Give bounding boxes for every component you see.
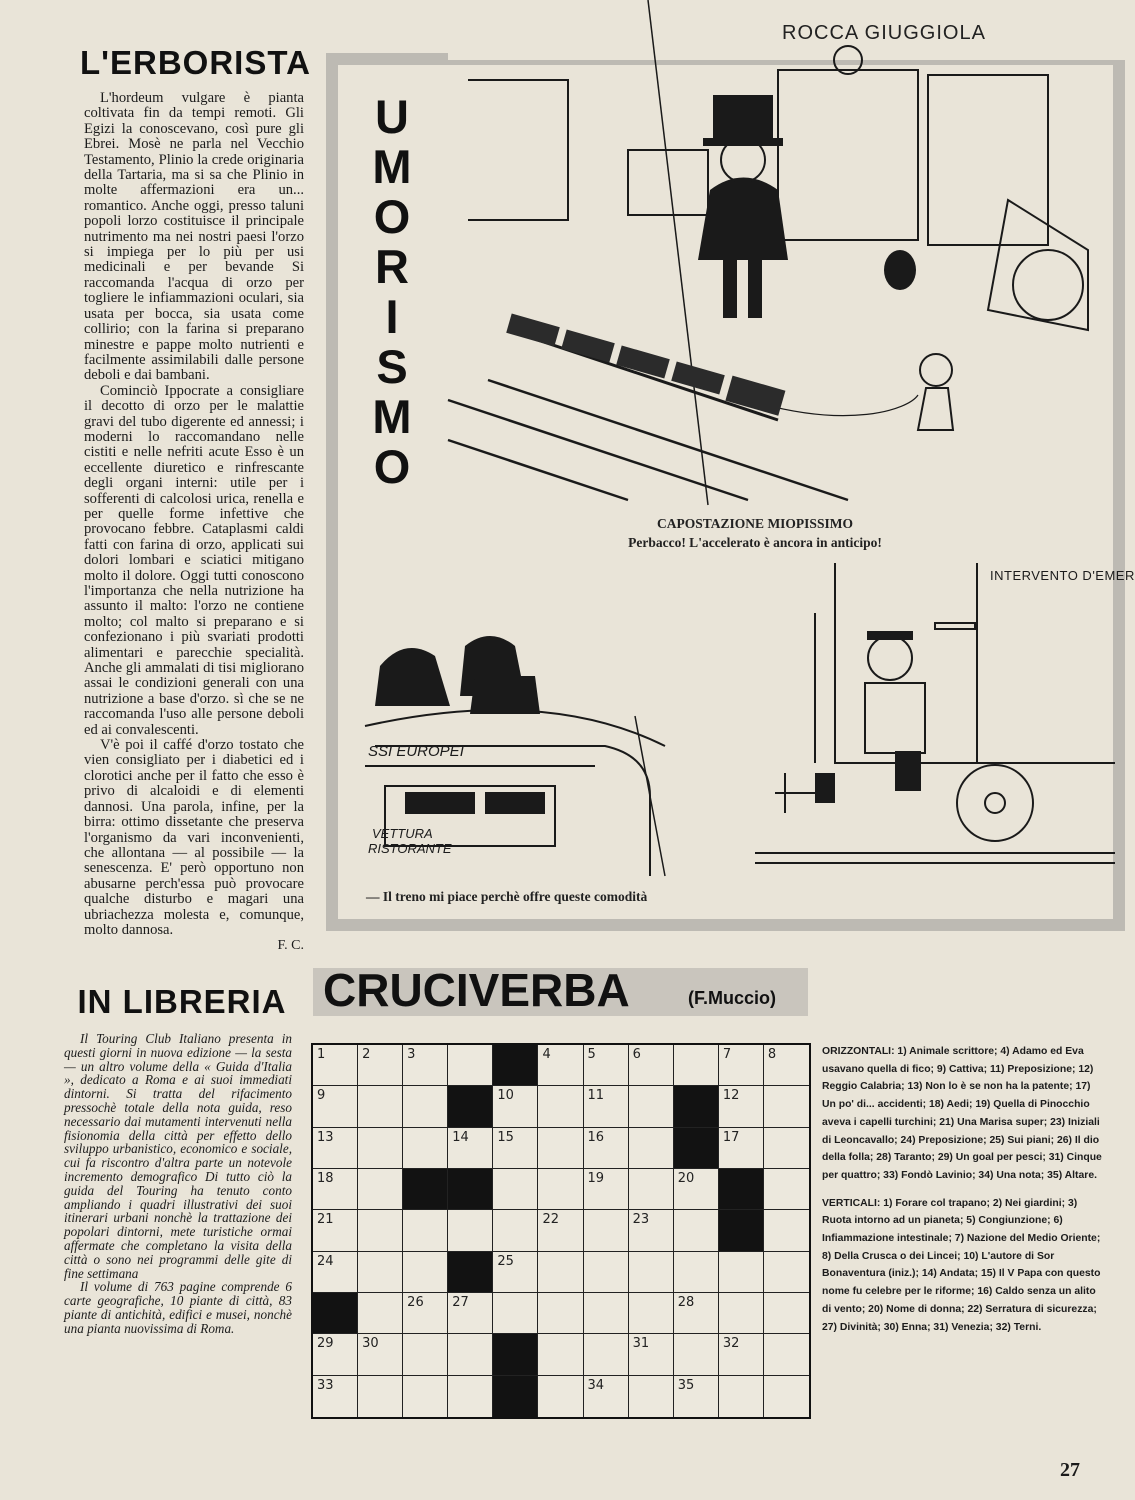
crossword-cell-number: 5 xyxy=(587,1047,596,1062)
crossword-cell[interactable] xyxy=(448,1293,493,1334)
crossword-cell[interactable] xyxy=(764,1128,809,1169)
orizzontali-clues xyxy=(822,1043,1104,1185)
crossword-cell-number: 17 xyxy=(722,1129,740,1145)
crossword-cell[interactable] xyxy=(584,1252,629,1293)
page-number: 27 xyxy=(1060,1459,1080,1481)
crossword-cell[interactable] xyxy=(403,1128,448,1169)
crossword-cell[interactable] xyxy=(358,1376,403,1417)
verticali-text: 1) Forare col trapano; 2) Nei giardini; 3) Ruota intorno ad un pianeta; 5) Congiunzione; 6) Infiammazione intestinale; 7) Nazione del Medio Oriente; 8) Della Crusca o dei Lincei; 10) L'autore di Sor Bonaventura (iniz.); 14) Andata; 15) Il V Papa con questo nome fu celebre per le riforme; 16) Caldo senza un alito di vento; 20) Nome di donna; 22) Serratura di sicurezza; 27) Divinità; 30) Enna; 31) Venezia; 32) Terni. xyxy=(822,1197,1101,1333)
crossword-cell[interactable] xyxy=(629,1210,674,1251)
erborista-paragraph-1: L'hordeum vulgare è pianta coltivata fin da tempi remoti. Gli Egizi la conoscevano, così pure gli Ebrei. Mosè ne parla nel Vecchio Testamento, Plinio la crede originaria della Tartaria, ma si sa che Plinio in molte affermazioni era un... romantico. Anche oggi, presso taluni popoli lorzo costituisce il principale nutrimento ma nei nostri paesi l'orzo si impiega per lo più per usi medicinali e per bevande Si raccomanda l'acqua di orzo per togliere le infiammazioni oculari, sia usata per bocca, sia usata come collirio; con la farina si preparano minestre e pappe molto nutrienti e facilmente assimilabili dalle persone deboli e dai bambani. xyxy=(84,90,304,384)
crossword-cell[interactable] xyxy=(764,1376,809,1417)
crossword-cell[interactable] xyxy=(493,1210,538,1251)
umorismo-letter: S xyxy=(376,340,408,393)
erborista-signature: F. C. xyxy=(277,938,304,954)
crossword-cell[interactable] xyxy=(358,1086,403,1127)
crossword-cell[interactable] xyxy=(584,1293,629,1334)
crossword-cell-number: 31 xyxy=(632,1336,650,1352)
crossword-cell[interactable] xyxy=(764,1169,809,1210)
crossword-cell[interactable] xyxy=(719,1293,764,1334)
crossword-cell-number: 3 xyxy=(407,1047,416,1062)
umorismo-letter: U xyxy=(375,90,409,143)
crossword-cell[interactable] xyxy=(493,1128,538,1169)
crossword-cell[interactable] xyxy=(448,1334,493,1375)
crossword-cell-number: 14 xyxy=(452,1129,469,1145)
crossword-cell-number: 1 xyxy=(317,1047,326,1062)
crossword-cell-number: 6 xyxy=(632,1047,641,1062)
crossword-cell-number: 33 xyxy=(317,1377,334,1393)
erborista-paragraph-2: Cominciò Ippocrate a consigliare il decotto di orzo per le malattie gravi del tubo digerente ed annessi; i moderni lo raccomandano nelle cistiti e nelle nefriti acute Esso è un eccellente diuretico e rinfrescante degli organi interni: utile per i sofferenti di calcolosi urica, renella e per quelle forme infettive che provocano febbre. Cataplasmi caldi fatti con farina di orzo, applicati sui dolori lombari e sciatici mitigano molto il dolore. Oggi tutti conoscono l'importanza che nella nutrizione ha assunto il malto: l'orzo ne contiene molto; col malto si preparano e si confezionano i più svariati prodotti alimentari e parecchie specialità. Anche gli ammalati di tisi migliorano assai le condizioni generali con una nutrizione a base d'orzo. sì che se ne raccomanda l'uso alle persone deboli ed ai convalescenti. xyxy=(84,382,304,738)
crossword-cell[interactable] xyxy=(538,1128,583,1169)
crossword-cell-number: 28 xyxy=(677,1295,695,1310)
crossword-cell[interactable] xyxy=(358,1334,403,1375)
crossword-cell[interactable] xyxy=(403,1045,448,1086)
crossword-cell-number: 11 xyxy=(587,1088,605,1104)
crossword-cell[interactable] xyxy=(764,1293,809,1334)
crossword-cell[interactable] xyxy=(674,1252,719,1293)
dining-car-label-1: VETTURA xyxy=(372,826,433,841)
crossword-cell[interactable] xyxy=(629,1045,674,1086)
umorismo-vertical-title xyxy=(362,92,422,492)
crossword-cell[interactable] xyxy=(538,1376,583,1417)
crossword-cell[interactable] xyxy=(313,1334,358,1375)
verticali-clues xyxy=(822,1195,1104,1337)
crossword-cell[interactable] xyxy=(584,1128,629,1169)
umorismo-letter: M xyxy=(372,140,412,193)
crossword-cell[interactable] xyxy=(448,1376,493,1417)
crossword-cell[interactable] xyxy=(674,1210,719,1251)
crossword-cell-number: 10 xyxy=(497,1088,514,1104)
crossword-cell[interactable] xyxy=(674,1293,719,1334)
libreria-paragraph-2: Il volume di 763 pagine comprende 6 carte geografiche, 10 piante di città, 83 piante di antichità, edifici e musei, nonchè una pianta nuovissima di Roma. xyxy=(64,1279,292,1336)
crossword-cell[interactable] xyxy=(538,1045,583,1086)
crossword-cell[interactable] xyxy=(313,1252,358,1293)
crossword-black-cell xyxy=(313,1293,358,1334)
crossword-author: (F.Muccio) xyxy=(688,988,776,1008)
crossword-cell-number: 27 xyxy=(452,1295,469,1310)
crossword-cell[interactable] xyxy=(764,1210,809,1251)
cartoon1-caption-title: CAPOSTAZIONE MIOPISSIMO xyxy=(657,516,853,531)
crossword-cell-number: 16 xyxy=(587,1129,605,1145)
crossword-cell[interactable] xyxy=(538,1334,583,1375)
crossword-cell[interactable] xyxy=(674,1045,719,1086)
crossword-cell[interactable] xyxy=(313,1210,358,1251)
crossword-grid[interactable] xyxy=(311,1043,811,1419)
crossword-cell[interactable] xyxy=(629,1293,674,1334)
crossword-cell[interactable] xyxy=(584,1210,629,1251)
orizzontali-text: 1) Animale scrittore; 4) Adamo ed Eva usavano quella di fico; 9) Cattiva; 11) Preposizione; 12) Reggio Calabria; 13) Non lo è se non ha la patente; 17) Un po' di... accidenti; 18) Aedi; 19) Quella di Pinocchio aveva i capelli turchini; 21) Una Marisa super; 23) Iniziali di Leoncavallo; 24) Preposizione; 25) Sui piani; 26) Il dio della folla; 28) Taranto; 29) Un goal per pesci; 31) Cinque per quattro; 33) Fondò Lavinio; 34) Una nota; 35) Altare. xyxy=(822,1046,1102,1181)
crossword-cell-number: 29 xyxy=(317,1336,334,1352)
crossword-cell[interactable] xyxy=(403,1086,448,1127)
crossword-cell-number: 9 xyxy=(317,1088,326,1104)
umorismo-letter: O xyxy=(373,440,411,493)
cartoon1-caption-line: Perbacco! L'accelerato è ancora in anticipo! xyxy=(628,535,882,550)
crossword-cell[interactable] xyxy=(538,1169,583,1210)
crossword-cell[interactable] xyxy=(719,1334,764,1375)
crossword-cell[interactable] xyxy=(584,1376,629,1417)
libreria-title: IN LIBRERIA xyxy=(77,983,287,1020)
crossword-cell[interactable] xyxy=(358,1293,403,1334)
crossword-cell-number: 8 xyxy=(767,1047,777,1062)
crossword-black-cell xyxy=(719,1210,764,1251)
crossword-cell[interactable] xyxy=(674,1169,719,1210)
crossword-cell-number: 35 xyxy=(677,1377,695,1393)
emergency-label: INTERVENTO D'EMER xyxy=(990,568,1135,583)
crossword-cell-number: 25 xyxy=(497,1253,514,1269)
crossword-cell[interactable] xyxy=(764,1086,809,1127)
crossword-cell[interactable] xyxy=(448,1210,493,1251)
crossword-black-cell xyxy=(719,1169,764,1210)
crossword-cell[interactable] xyxy=(629,1128,674,1169)
crossword-black-cell xyxy=(448,1169,493,1210)
umorismo-letter: M xyxy=(372,390,412,443)
crossword-cell[interactable] xyxy=(448,1128,493,1169)
erborista-paragraph-3: V'è poi il caffé d'orzo tostato che vien consigliato per i diabetici ed i clorotici anche per il fatto che esso è privo di alcaloidi e di elementi dannosi. Una parola, infine, per la birra: ottimo dissetante che preserva l'organismo da vari inconvenienti, che allontana — al possibile — la senescenza. E' però opportuno non abusarne perch'essa può provocare qualche disturbo e magari una ubriachezza molesta e, comunque, molto dannosa. xyxy=(84,737,304,938)
crossword-cell-number: 22 xyxy=(542,1212,559,1228)
crossword-cell[interactable] xyxy=(629,1252,674,1293)
crossword-cell-number: 15 xyxy=(497,1129,514,1145)
crossword-cell[interactable] xyxy=(629,1086,674,1127)
crossword-cell[interactable] xyxy=(719,1086,764,1127)
crossword-cell[interactable] xyxy=(629,1334,674,1375)
crossword-black-cell xyxy=(493,1334,538,1375)
crossword-cell[interactable] xyxy=(584,1334,629,1375)
crossword-cell-number: 4 xyxy=(542,1047,551,1062)
verticali-label: VERTICALI: xyxy=(822,1197,881,1209)
crossword-cell[interactable] xyxy=(764,1045,809,1086)
crossword-cell[interactable] xyxy=(313,1169,358,1210)
crossword-cell[interactable] xyxy=(584,1086,629,1127)
crossword-cell[interactable] xyxy=(584,1045,629,1086)
crossword-cell[interactable] xyxy=(358,1169,403,1210)
crossword-cell[interactable] xyxy=(358,1210,403,1251)
crossword-cell[interactable] xyxy=(313,1128,358,1169)
cartoon-station-master xyxy=(448,0,1125,505)
crossword-cell[interactable] xyxy=(358,1128,403,1169)
crossword-cell[interactable] xyxy=(403,1252,448,1293)
crossword-cell[interactable] xyxy=(538,1293,583,1334)
crossword-cell[interactable] xyxy=(538,1210,583,1251)
crossword-cell-number: 12 xyxy=(722,1088,740,1104)
crossword-cell[interactable] xyxy=(358,1252,403,1293)
dining-car-banner: SSI EUROPEI xyxy=(368,743,464,760)
crossword-cell[interactable] xyxy=(493,1293,538,1334)
crossword-cell[interactable] xyxy=(719,1128,764,1169)
crossword-cell[interactable] xyxy=(764,1252,809,1293)
crossword-cell[interactable] xyxy=(629,1169,674,1210)
crossword-black-cell xyxy=(448,1086,493,1127)
crossword-black-cell xyxy=(674,1128,719,1169)
crossword-cell[interactable] xyxy=(313,1376,358,1417)
crossword-cell[interactable] xyxy=(493,1086,538,1127)
crossword-cell[interactable] xyxy=(719,1045,764,1086)
crossword-cell-number: 23 xyxy=(632,1212,650,1228)
cartoon2-caption: — Il treno mi piace perchè offre queste comodità xyxy=(366,889,648,904)
station-sign: ROCCA GIUGGIOLA xyxy=(782,22,986,44)
crossword-cell[interactable] xyxy=(719,1376,764,1417)
crossword-cell-number: 24 xyxy=(317,1253,334,1269)
crossword-cell[interactable] xyxy=(584,1169,629,1210)
crossword-cell-number: 34 xyxy=(587,1377,605,1393)
umorismo-letter: O xyxy=(373,190,411,243)
crossword-cell[interactable] xyxy=(764,1334,809,1375)
crossword-cell-number: 21 xyxy=(317,1212,334,1228)
crossword-cell[interactable] xyxy=(538,1252,583,1293)
umorismo-letter: R xyxy=(375,240,409,293)
crossword-cell[interactable] xyxy=(403,1293,448,1334)
orizzontali-label: ORIZZONTALI: xyxy=(822,1046,895,1057)
crossword-cell[interactable] xyxy=(313,1086,358,1127)
crossword-cell-number: 26 xyxy=(407,1295,424,1310)
crossword-cell[interactable] xyxy=(403,1376,448,1417)
crossword-cell-number: 7 xyxy=(722,1047,732,1062)
crossword-clues xyxy=(822,1043,1104,1346)
crossword-cell[interactable] xyxy=(493,1252,538,1293)
libreria-article xyxy=(64,1032,292,1336)
umorismo-letter: I xyxy=(385,290,399,343)
crossword-cell[interactable] xyxy=(403,1334,448,1375)
libreria-paragraph-1: Il Touring Club Italiano presenta in questi giorni in nuova edizione — la sesta — un altro volume della « Guida d'Italia », dedicato a Roma e ai suoi immediati dintorni. Si tratta del rifacimento pressochè totale della nota guida, reso necessario dai mutamenti intervenuti nella fisionomia della città per effetto dello sviluppo urbanistico, economico e sociale, cui fa riscontro d'altra parte un notevole incremento demografico Di tutto ciò la guida del Touring ha tenuto conto ampliando i quadri illustrativi dei suoi itinerari urbani nonchè la trattazione dei popolari dintorni, mete turistiche ormai affermate che completano la visita della città o sono nei programmi delle gite di fine settimana xyxy=(64,1031,292,1281)
crossword-black-cell xyxy=(403,1169,448,1210)
crossword-black-cell xyxy=(448,1252,493,1293)
crossword-cell-number: 13 xyxy=(317,1129,334,1145)
crossword-cell[interactable] xyxy=(358,1045,403,1086)
crossword-black-cell xyxy=(493,1376,538,1417)
crossword-cell-number: 30 xyxy=(362,1336,379,1352)
crossword-cell-number: 32 xyxy=(722,1336,740,1352)
crossword-cell-number: 19 xyxy=(587,1171,605,1186)
crossword-cell[interactable] xyxy=(674,1334,719,1375)
crossword-cell-number: 20 xyxy=(677,1171,695,1186)
crossword-cell[interactable] xyxy=(674,1376,719,1417)
crossword-cell[interactable] xyxy=(448,1045,493,1086)
crossword-cell[interactable] xyxy=(313,1045,358,1086)
crossword-title-box xyxy=(313,964,808,1016)
cartoon-emergency xyxy=(755,563,1135,883)
erborista-article xyxy=(84,91,304,954)
crossword-cell[interactable] xyxy=(403,1210,448,1251)
crossword-cell-number: 2 xyxy=(362,1047,371,1062)
crossword-cell-number: 18 xyxy=(317,1171,334,1186)
crossword-cell[interactable] xyxy=(629,1376,674,1417)
dining-car-label-2: RISTORANTE xyxy=(368,841,452,856)
crossword-cell[interactable] xyxy=(719,1252,764,1293)
crossword-black-cell xyxy=(674,1086,719,1127)
erborista-title: L'ERBORISTA xyxy=(80,44,311,81)
crossword-cell[interactable] xyxy=(538,1086,583,1127)
crossword-cell[interactable] xyxy=(493,1169,538,1210)
crossword-black-cell xyxy=(493,1045,538,1086)
crossword-title: CRUCIVERBA xyxy=(323,964,630,1016)
